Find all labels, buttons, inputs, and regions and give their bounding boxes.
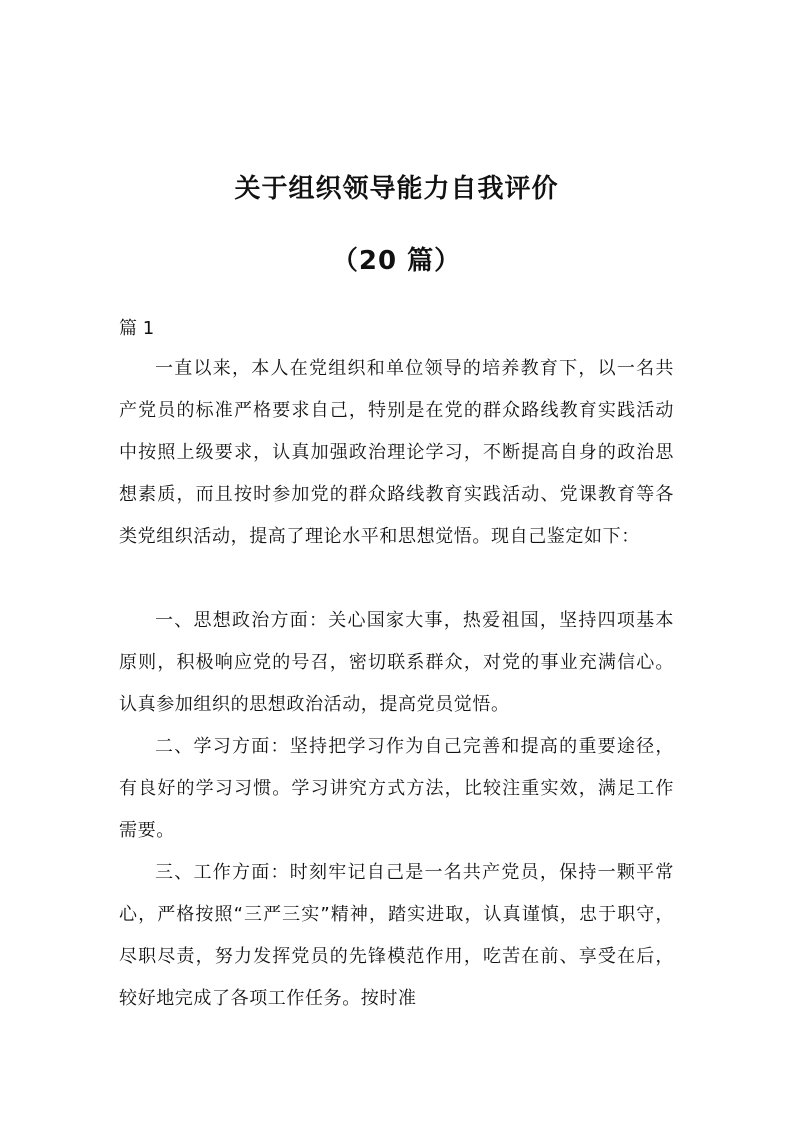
section-label: 篇 1: [119, 318, 155, 339]
paragraph-work: 三、工作方面：时刻牢记自己是一名共产党员，保持一颗平常心，严格按照“三严三实”精神，踏实进取，认真谨慎，忠于职守，尽职尽责，努力发挥党员的先锋模范作用，吃苦在前、享受在后，较好地完成了各项工作任务。按时准: [119, 862, 674, 1009]
document-title: 关于组织领导能力自我评价: [234, 174, 559, 204]
paragraph-study: 二、学习方面：坚持把学习作为自己完善和提高的重要途径，有良好的学习习惯。学习讲究方式方法，比较注重实效，满足工作需要。: [119, 736, 674, 841]
document-subtitle: （20 篇）: [331, 246, 462, 276]
paragraph-intro: 一直以来，本人在党组织和单位领导的培养教育下，以一名共产党员的标准严格要求自己，特别是在党的群众路线教育实践活动中按照上级要求，认真加强政治理论学习，不断提高自身的政治思想素质，而且按时参加党的群众路线教育实践活动、党课教育等各类党组织活动，提高了理论水平和思想觉悟。现自己鉴定如下：: [119, 358, 674, 547]
paragraph-political: 一、思想政治方面：关心国家大事，热爱祖国，坚持四项基本原则，积极响应党的号召，密切联系群众，对党的事业充满信心。认真参加组织的思想政治活动，提高党员觉悟。: [119, 610, 674, 715]
